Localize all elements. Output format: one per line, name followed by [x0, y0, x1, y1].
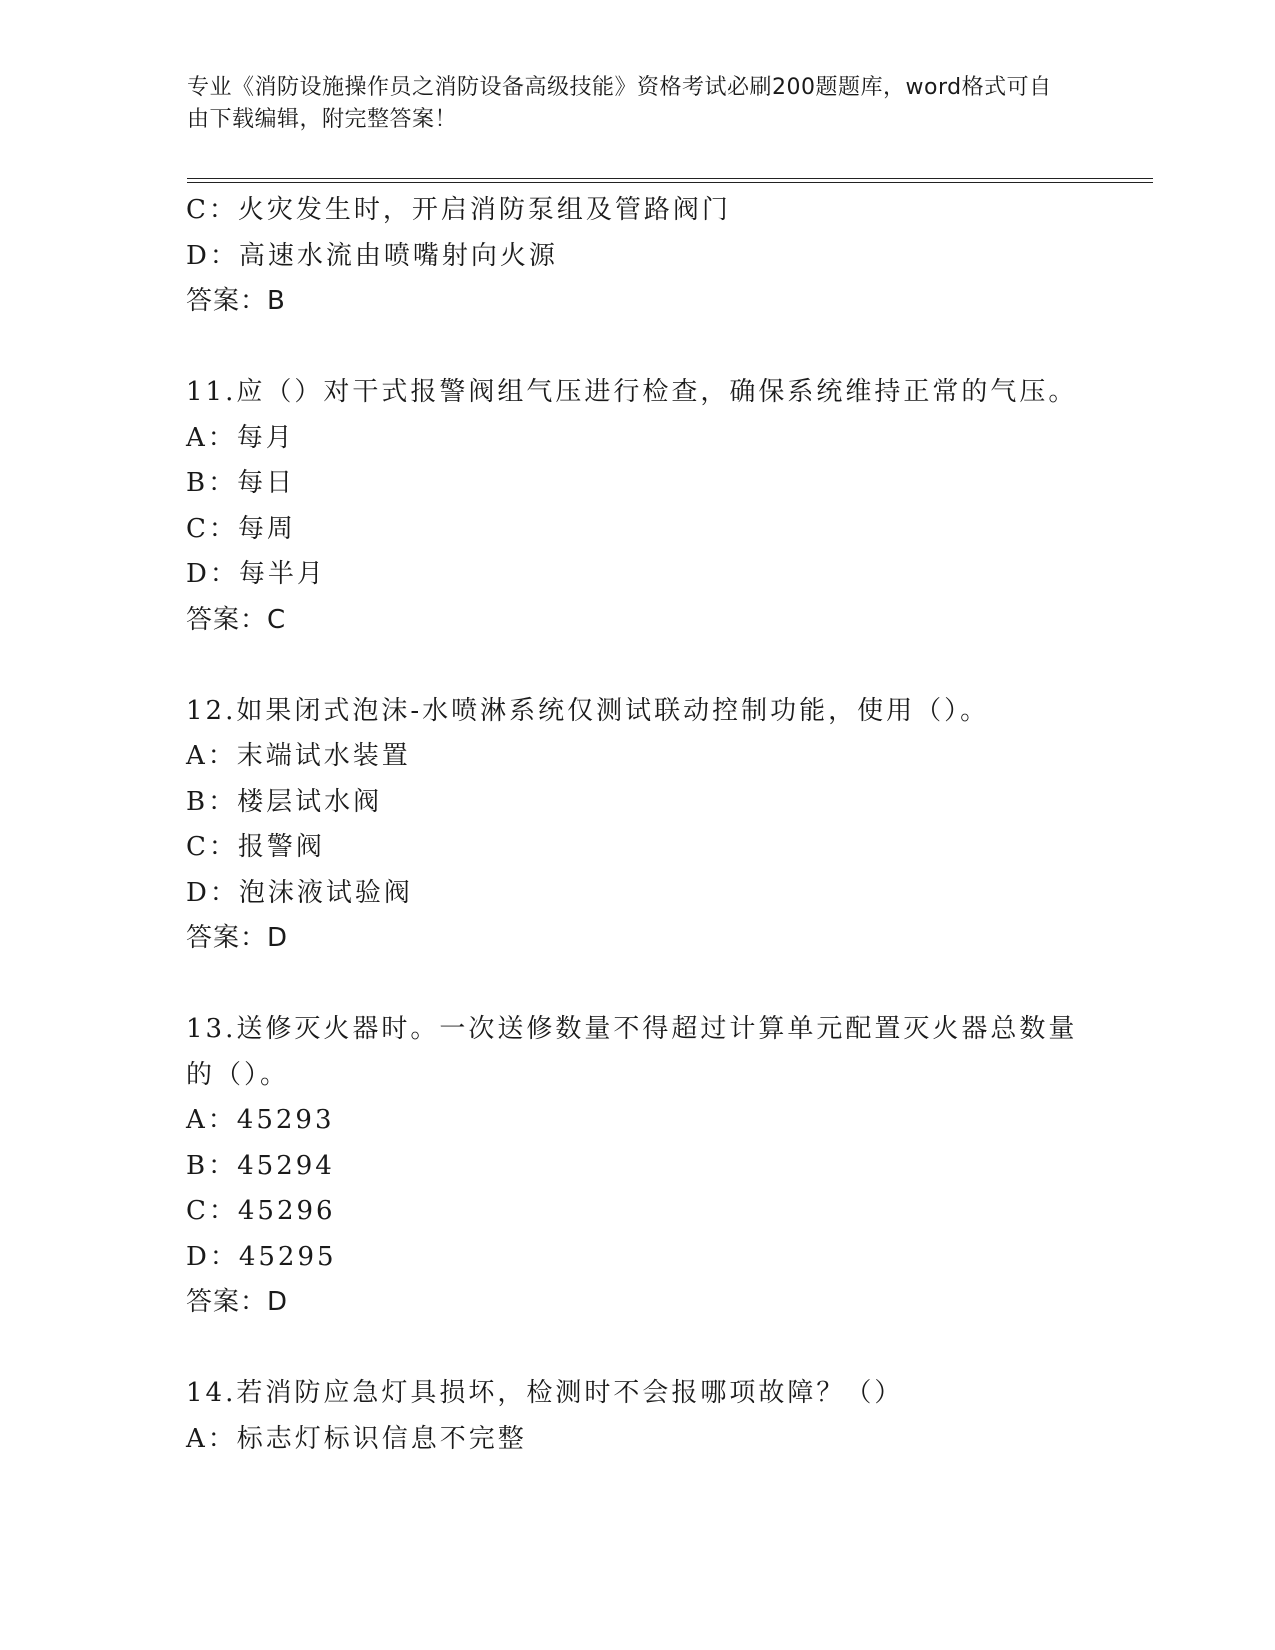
- spacer: [186, 1326, 1086, 1372]
- answer-label: 答案：D: [186, 923, 289, 953]
- option-b: B：45294: [186, 1150, 335, 1181]
- option-d: D：高速水流由喷嘴射向火源: [186, 240, 558, 271]
- spacer: [186, 643, 1086, 689]
- option-a: A：45293: [186, 1105, 335, 1135]
- question-text: 11.应（）对干式报警阀组气压进行检查，确保系统维持正常的气压。: [186, 377, 1078, 407]
- option-c: C：45296: [186, 1196, 336, 1226]
- option-a: A：末端试水装置: [186, 741, 411, 771]
- question-text-continued: 的（）。: [186, 1059, 290, 1090]
- document-header: [187, 72, 1067, 136]
- option-d: D：每半月: [186, 559, 326, 589]
- header-divider-thick: [187, 178, 1153, 179]
- question-text: 12.如果闭式泡沫-水喷淋系统仅测试联动控制功能，使用（）。: [186, 695, 990, 726]
- answer-label: 答案：D: [186, 1287, 289, 1317]
- answer-label: 答案：C: [186, 604, 287, 635]
- answer-label: 答案：B: [186, 286, 286, 316]
- option-d: D：泡沫液试验阀: [186, 877, 413, 908]
- option-a: A：标志灯标识信息不完整: [186, 1423, 527, 1454]
- option-c: C：火灾发生时，开启消防泵组及管路阀门: [186, 195, 731, 225]
- header-title: 专业《消防设施操作员之消防设备高级技能》资格考试必刷200题题库，word格式可自由下载编辑，附完整答案！: [187, 75, 1052, 132]
- question-list: [186, 188, 1086, 1462]
- option-b: B：每日: [186, 468, 296, 498]
- option-c: C：报警阀: [186, 832, 325, 862]
- header-divider-thin: [187, 182, 1153, 183]
- spacer: [186, 962, 1086, 1008]
- question-text: 14.若消防应急灯具损坏，检测时不会报哪项故障？（）: [186, 1378, 904, 1408]
- question-text: 13.送修灭火器时。一次送修数量不得超过计算单元配置灭火器总数量: [186, 1014, 1078, 1044]
- option-a: A：每月: [186, 422, 295, 453]
- option-d: D：45295: [186, 1241, 337, 1272]
- option-c: C：每周: [186, 513, 296, 544]
- option-b: B：楼层试水阀: [186, 786, 383, 817]
- spacer: [186, 325, 1086, 371]
